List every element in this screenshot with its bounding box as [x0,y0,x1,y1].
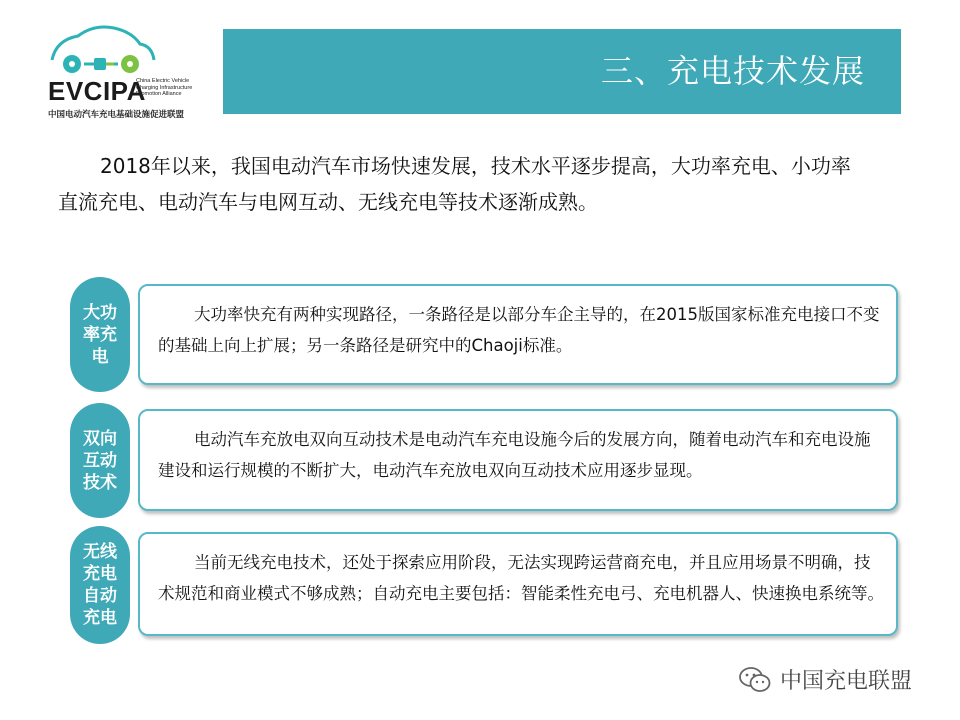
logo-english-name: China Electric Vehicle Charging Infrastructure Promotion Alliance [136,78,193,97]
section-text: 大功率快充有两种实现路径，一条路径是以部分车企主导的，在2015版国家标准充电接口不变的基础上向上扩展；另一条路径是研究中的Chaoji标准。 [158,305,880,355]
wechat-icon [738,666,772,694]
section-text: 当前无线充电技术，还处于探索应用阶段，无法实现跨运营商充电，并且应用场景不明确，技术规范和商业模式不够成熟；自动充电主要包括：智能柔性充电弓、充电机器人、快速换电系统等。 [158,553,884,603]
title-banner [223,29,901,114]
section-box-wireless [138,532,898,636]
watermark-text: 中国充电联盟 [780,669,913,694]
section-box-high-power [138,284,898,385]
logo-chinese-name: 中国电动汽车充电基础设施促进联盟 [48,110,185,120]
section-text: 电动汽车充放电双向互动技术是电动汽车充电设施今后的发展方向，随着电动汽车和充电设施建设和运行规模的不断扩大，电动汽车充放电双向互动技术应用逐步显现。 [158,430,871,480]
logo-wordmark: EVCIPA [48,76,146,106]
section-label-bidirectional: 双向互动技术 [70,403,130,518]
section-label-high-power: 大功率充电 [70,277,130,392]
evcipa-logo [44,20,204,125]
watermark [738,664,912,695]
section-box-bidirectional [138,409,898,511]
page-title: 三、充电技术发展 [600,52,865,90]
car-plug-logo-icon [48,20,158,78]
section-label-wireless: 无线充电自动充电 [70,526,130,644]
intro-paragraph: 2018年以来，我国电动汽车市场快速发展，技术水平逐步提高，大功率充电、小功率 直流充电、电动汽车与电网互动、无线充电等技术逐渐成熟。 [58,154,851,214]
